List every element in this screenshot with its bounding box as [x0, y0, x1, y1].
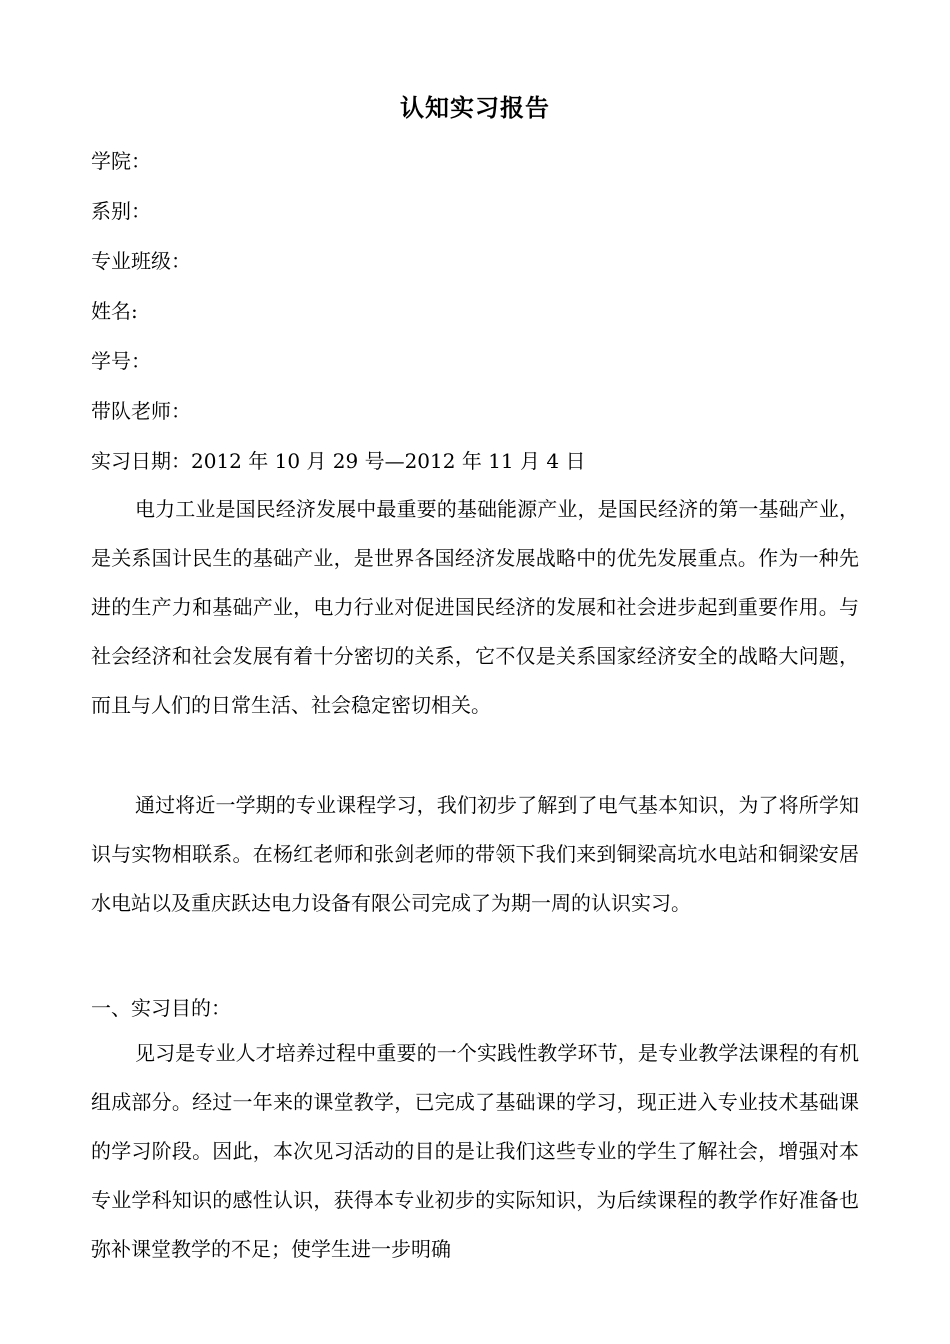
paragraph-power-industry: 电力工业是国民经济发展中最重要的基础能源产业，是国民经济的第一基础产业，是关系国计民生的基础产业，是世界各国经济发展战略中的优先发展重点。作为一种先进的生产力和基础产业，电力行业对促进国民经济的发展和社会进步起到重要作用。与社会经济和社会发展有着十分密切的关系，它不仅是关系国家经济安全的战略大问题，而且与人们的日常生活、社会稳定密切相关。 — [91, 497, 859, 717]
field-major-class: 专业班级： — [91, 249, 191, 273]
section-heading-purpose: 一、实习目的： — [91, 996, 231, 1020]
field-department: 系别： — [91, 199, 151, 223]
field-internship-dates: 实习日期：2012 年 10 月 29 号—2012 年 11 月 4 日 — [91, 449, 586, 473]
field-student-id: 学号： — [91, 349, 151, 373]
field-college: 学院： — [91, 149, 151, 173]
field-teacher: 带队老师： — [91, 399, 191, 423]
paragraph-internship-overview: 通过将近一学期的专业课程学习，我们初步了解到了电气基本知识，为了将所学知识与实物相联系。在杨红老师和张剑老师的带领下我们来到铜梁高坑水电站和铜梁安居水电站以及重庆跃达电力设备有限公司完成了为期一周的认识实习。 — [91, 793, 859, 915]
field-name: 姓名: — [91, 299, 138, 323]
document-title: 认知实习报告 — [400, 94, 550, 122]
paragraph-purpose: 见习是专业人才培养过程中重要的一个实践性教学环节，是专业教学法课程的有机组成部分。经过一年来的课堂教学，已完成了基础课的学习，现正进入专业技术基础课的学习阶段。因此，本次见习活动的目的是让我们这些专业的学生了解社会，增强对本专业学科知识的感性认识，获得本专业初步的实际知识，为后续课程的教学作好准备也弥补课堂教学的不足；使学生进一步明确 — [91, 1041, 859, 1261]
